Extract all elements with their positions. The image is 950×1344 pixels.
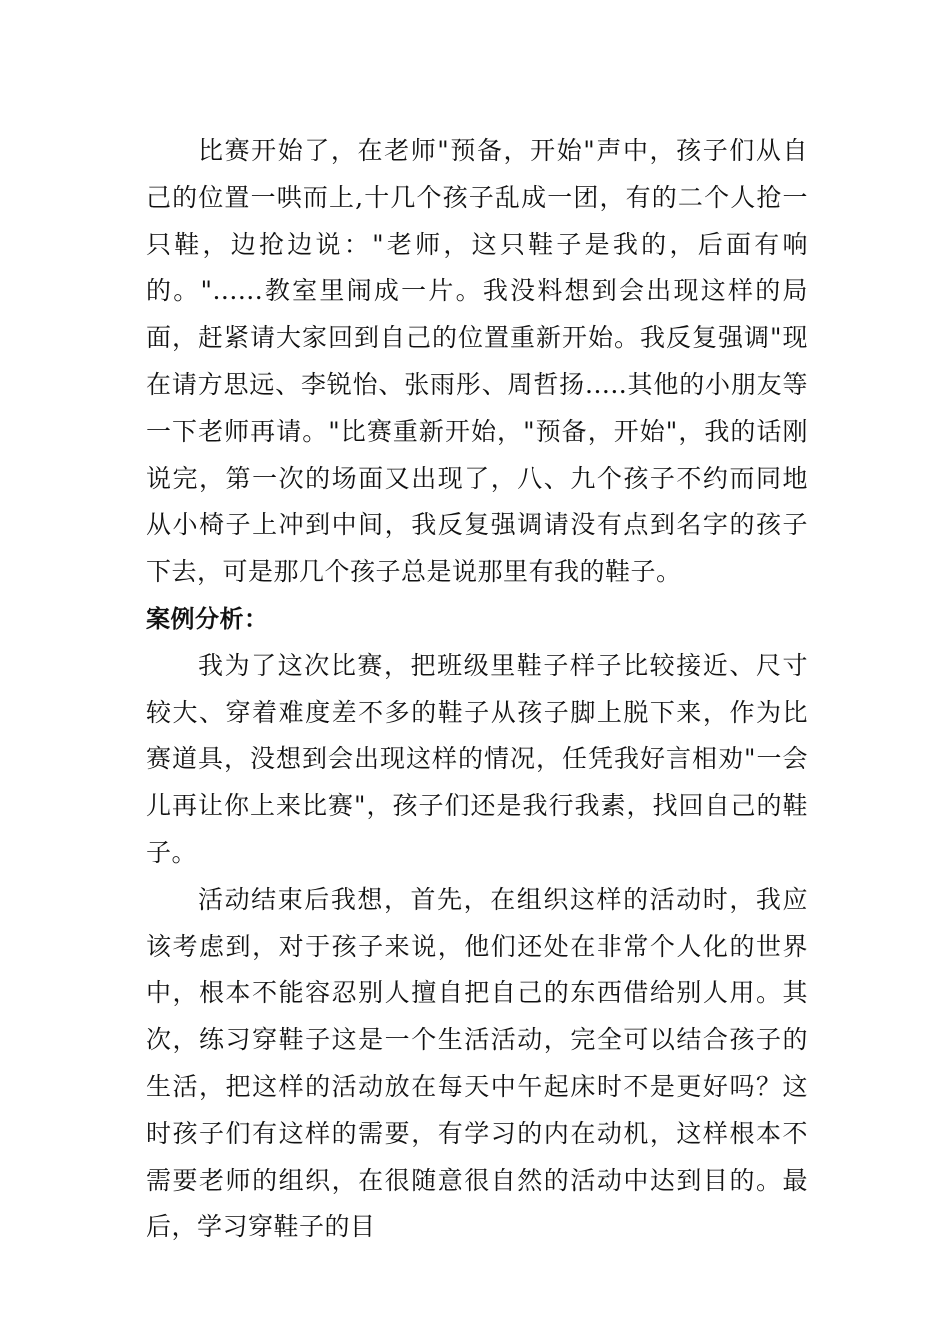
paragraph-analysis-props: 我为了这次比赛，把班级里鞋子样子比较接近、尺寸较大、穿着难度差不多的鞋子从孩子脚上脱下来，作为比赛道具，没想到会出现这样的情况，任凭我好言相劝"一会儿再让你上来比赛"，孩子们还是我行我素，找回自己的鞋子。 [146,650,808,867]
paragraph-analysis-reflection: 活动结束后我想，首先，在组织这样的活动时，我应该考虑到，对于孩子来说，他们还处在非常个人化的世界中，根本不能容忍别人擅自把自己的东西借给别人用。其次，练习穿鞋子这是一个生活活动，完全可以结合孩子的生活，把这样的活动放在每天中午起床时不是更好吗？这时孩子们有这样的需要，有学习的内在动机，这样根本不需要老师的组织，在很随意很自然的活动中达到目的。最后，学习穿鞋子的目 [146,884,808,1242]
document-body [146,128,808,1251]
paragraph-competition: 比赛开始了，在老师"预备，开始"声中，孩子们从自己的位置一哄而上,十几个孩子乱成一团，有的二个人抢一只鞋，边抢边说："老师，这只鞋子是我的，后面有响的。"......教室里闹成一片。我没料想到会出现这样的局面，赶紧请大家回到自己的位置重新开始。我反复强调"现在请方思远、李锐怡、张雨彤、周哲扬.....其他的小朋友等一下老师再请。"比赛重新开始，"预备，开始"，我的话刚说完，第一次的场面又出现了，八、九个孩子不约而同地从小椅子上冲到中间，我反复强调请没有点到名字的孩子下去，可是那几个孩子总是说那里有我的鞋子。 [146,136,808,587]
section-heading-case-analysis: 案例分析： [146,603,269,633]
